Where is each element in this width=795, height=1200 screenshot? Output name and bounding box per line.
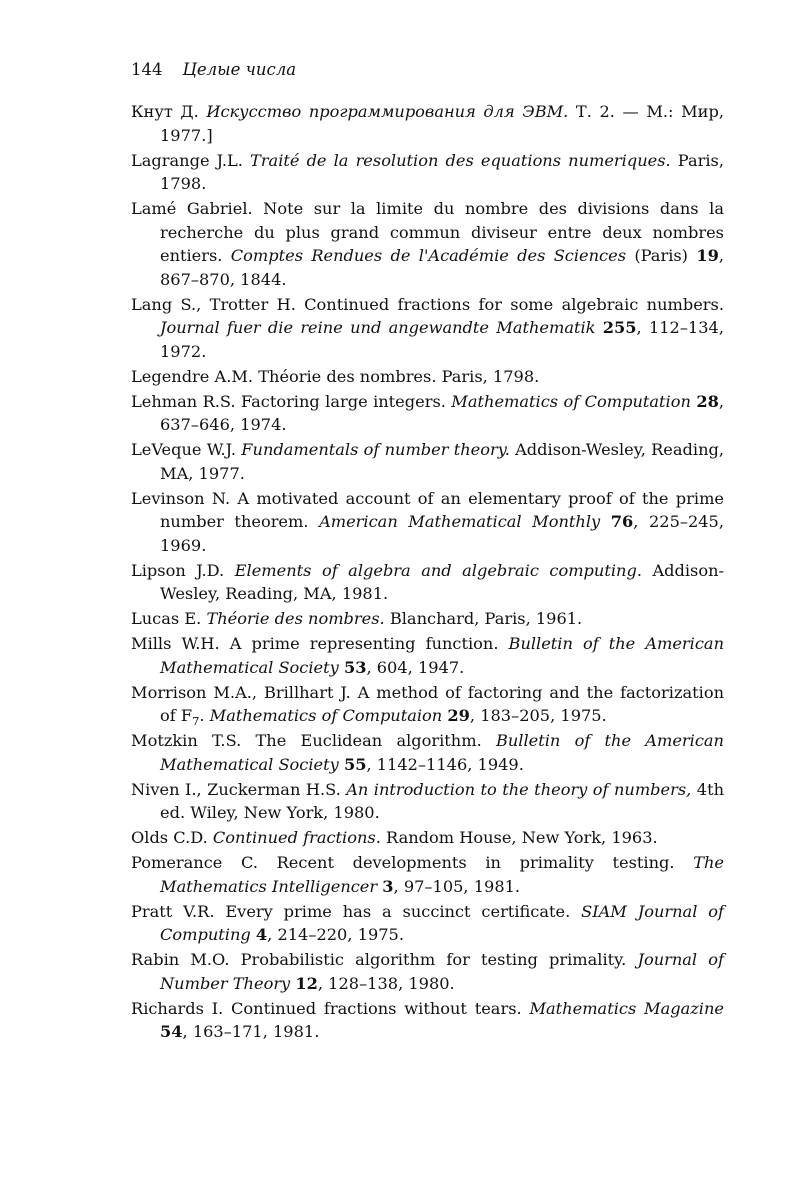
bibliography-entry: Lucas E. Théorie des nombres. Blanchard, Paris, 1961. xyxy=(131,609,583,628)
page-number: 144 xyxy=(131,60,163,79)
bibliography-entry: Pratt V.R. Every prime has a succinct certificate. SIAM Journal of Computing 4, 214–220, 1975. xyxy=(131,901,724,944)
bibliography-entry: Кнут Д. Искусство программирования для ЭВМ. Т. 2. — М.: Мир, 1977.] xyxy=(131,102,724,145)
bibliography-entry: Morrison M.A., Brillhart J. A method of factoring and the factorization of $F_7$. Mathematics of Computaion 29, 183–205, 1975. xyxy=(131,682,724,729)
bibliography-entry: Motzkin T.S. The Euclidean algorithm. Bulletin of the American Mathematical Society 55, 1142–1146, 1949. xyxy=(131,731,724,774)
bibliography-entry: LeVeque W.J. Fundamentals of number theory. Addison-Wesley, Reading, MA, 1977. xyxy=(131,440,725,483)
running-header xyxy=(131,58,296,82)
bibliography-entry: Legendre A.M. Théorie des nombres. Paris, 1798. xyxy=(131,366,540,386)
running-title: Целые числа xyxy=(182,60,297,79)
bibliography-entry: Lehman R.S. Factoring large integers. Mathematics of Computation 28, 637–646, 1974. xyxy=(131,391,724,434)
bibliography-entry: Rabin M.O. Probabilistic algorithm for testing primality. Journal of Number Theory 12, 128–138, 1980. xyxy=(131,950,724,993)
bibliography-entry: Levinson N. A motivated account of an elementary proof of the prime number theorem. American Mathematical Monthly 76, 225–245, 1969. xyxy=(131,488,724,555)
bibliography-list xyxy=(131,100,724,1045)
bibliography-entry: Olds C.D. Continued fractions. Random House, New York, 1963. xyxy=(131,828,658,847)
bibliography-entry: Mills W.H. A prime representing function. Bulletin of the American Mathematical Society 53, 604, 1947. xyxy=(131,634,724,677)
bibliography-entry: Niven I., Zuckerman H.S. An introduction to the theory of numbers, 4th ed. Wiley, New York, 1980. xyxy=(131,779,724,822)
bibliography-entry: Lamé Gabriel. Note sur la limite du nombre des divisions dans la recherche du plus grand commun diviseur entre deux nombres entiers. Comptes Rendues de l'Académie des Sciences (Paris) 19, 867–870, 1844. xyxy=(131,199,724,289)
bibliography-entry: Lang S., Trotter H. Continued fractions for some algebraic numbers. Journal fuer die reine und angewandte Mathematik 255, 112–134, 1972. xyxy=(131,294,724,361)
bibliography-entry: Richards I. Continued fractions without tears. Mathematics Magazine 54, 163–171, 1981. xyxy=(131,998,724,1041)
bibliography-entry: Pomerance C. Recent developments in primality testing. The Mathematics Intelligencer 3, 97–105, 1981. xyxy=(131,853,724,896)
bibliography-entry: Lipson J.D. Elements of algebra and algebraic computing. Addison-Wesley, Reading, MA, 1981. xyxy=(131,560,725,603)
bibliography-entry: Lagrange J.L. Traité de la resolution des equations numeriques. Paris, 1798. xyxy=(131,150,724,193)
